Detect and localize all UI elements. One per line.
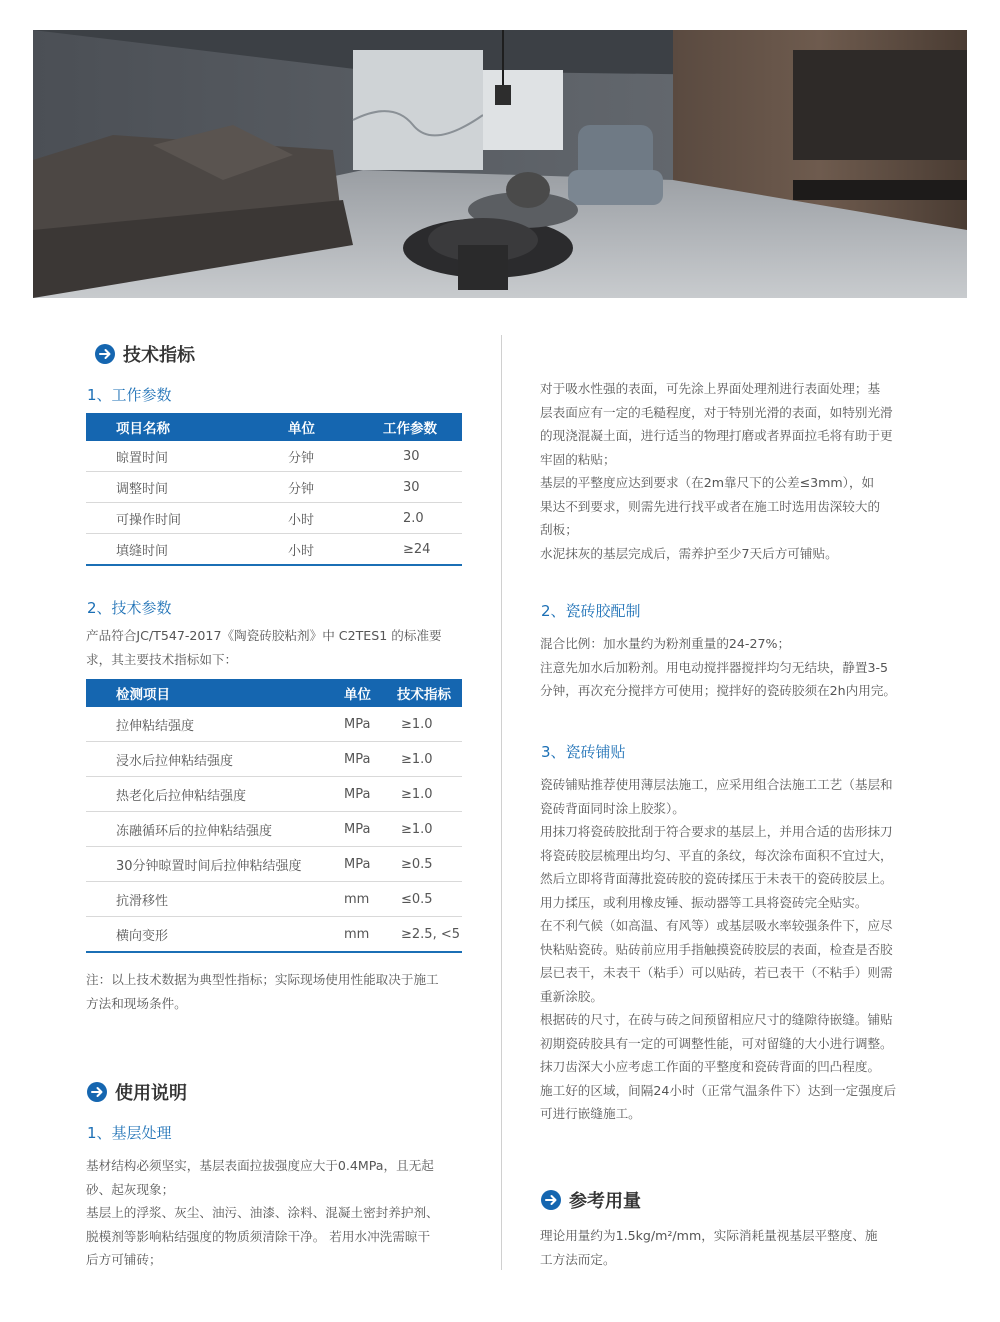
table-cell: 30 <box>383 441 462 472</box>
section-dosage-label: 参考用量 <box>569 1191 641 1212</box>
text-line: 层表面应有一定的毛糙程度，对于特别光滑的表面，如特别光滑 <box>540 404 893 420</box>
table-cell: ≥0.5 <box>397 847 462 882</box>
text-line: 然后立即将背面薄批瓷砖胶的瓷砖揉压于未表干的瓷砖胶层上。 <box>540 871 893 886</box>
header-cell: 检测项目 <box>116 679 344 707</box>
text-line: 抹刀齿深大小应考虑工作面的平整度和瓷砖背面的凹凸程度。 <box>540 1059 881 1074</box>
table-row <box>86 534 462 566</box>
row-spacer <box>86 534 116 566</box>
text-line: 刮板； <box>540 522 578 537</box>
text-line: 瓷砖背面同时涂上胶浆）。 <box>540 800 685 816</box>
base-treatment-title: 1、基层处理 <box>87 1124 172 1142</box>
table-cell: ≥2.5, <5 <box>397 917 462 953</box>
table-cell: MPa <box>344 777 397 812</box>
table-row <box>86 812 462 847</box>
mixing-text <box>540 632 930 703</box>
table-cell: 填缝时间 <box>116 534 288 566</box>
row-spacer <box>86 882 116 917</box>
header-cell: 项目名称 <box>116 413 288 441</box>
section-dosage-title <box>541 1187 641 1213</box>
tech-params-table <box>86 679 462 953</box>
intro-line: 产品符合JC/T547-2017《陶瓷砖胶粘剂》中 C2TES1 的标准要 <box>86 628 442 643</box>
row-spacer <box>86 472 116 503</box>
tech-params-intro <box>86 624 471 671</box>
table-cell: 晾置时间 <box>116 441 288 472</box>
table-row <box>86 472 462 503</box>
table-cell: 浸水后拉伸粘结强度 <box>116 742 344 777</box>
section-usage-title <box>87 1079 187 1105</box>
text-line: 初期瓷砖胶具有一定的可调整性能，可对留缝的大小进行调整。 <box>540 1035 893 1051</box>
text-line: 对于吸水性强的表面，可先涂上界面处理剂进行表面处理；基 <box>540 381 881 396</box>
text-line: 脱模剂等影响粘结强度的物质须清除干净。 若用水冲洗需晾干 <box>86 1228 431 1244</box>
tech-params-note <box>86 968 471 1015</box>
table-row <box>86 707 462 742</box>
table-cell: 小时 <box>288 534 383 566</box>
table-row <box>86 882 462 917</box>
table-cell: ≥1.0 <box>397 742 462 777</box>
header-cell: 单位 <box>344 679 397 707</box>
text-line: 注意先加水后加粉剂。用电动搅拌器搅拌均匀无结块，静置3-5 <box>540 659 889 675</box>
text-line: 将瓷砖胶层梳理出均匀、平直的条纹，每次涂布面积不宜过大， <box>540 847 893 863</box>
text-line: 砂、起灰现象； <box>86 1181 175 1197</box>
text-line: 混合比例：加水量约为粉剂重量的24-27%； <box>540 636 791 651</box>
table-row <box>86 742 462 777</box>
table-cell: 分钟 <box>288 441 383 472</box>
table-cell: 热老化后拉伸粘结强度 <box>116 777 344 812</box>
header-spacer <box>86 679 116 707</box>
row-spacer <box>86 917 116 953</box>
table-row <box>86 503 462 534</box>
row-spacer <box>86 847 116 882</box>
table-cell: MPa <box>344 812 397 847</box>
text-line: 重新涂胶。 <box>540 988 603 1004</box>
arrow-right-circle-icon <box>541 1190 561 1210</box>
text-line: 快粘贴瓷砖。贴砖前应用手指触摸瓷砖胶层的表面，检查是否胶 <box>540 941 893 957</box>
table-cell: ≥24 <box>383 534 462 566</box>
row-spacer <box>86 777 116 812</box>
text-line: 瓷砖铺贴推荐使用薄层法施工，应采用组合法施工工艺（基层和 <box>540 777 893 792</box>
work-params-table <box>86 413 462 566</box>
table-cell: 分钟 <box>288 472 383 503</box>
tiling-text <box>540 773 930 1126</box>
text-line: 果达不到要求，则需先进行找平或者在施工时选用齿深较大的 <box>540 498 881 514</box>
row-spacer <box>86 742 116 777</box>
intro-line: 求，其主要技术指标如下： <box>86 651 238 667</box>
work-params-title: 1、工作参数 <box>87 386 172 404</box>
text-line: 用抹刀将瓷砖胶批刮于符合要求的基层上，并用合适的齿形抹刀 <box>540 824 893 839</box>
text-line: 用力揉压，或利用橡皮锤、振动器等工具将瓷砖完全贴实。 <box>540 894 868 910</box>
row-spacer <box>86 812 116 847</box>
table-cell: MPa <box>344 847 397 882</box>
text-line: 后方可铺砖； <box>86 1252 162 1267</box>
row-spacer <box>86 707 116 742</box>
table-cell: ≥1.0 <box>397 777 462 812</box>
table-cell: MPa <box>344 742 397 777</box>
arrow-right-circle-icon <box>87 1082 107 1102</box>
text-line: 水泥抹灰的基层完成后，需养护至少7天后方可铺贴。 <box>540 545 838 561</box>
header-cell: 单位 <box>288 413 383 441</box>
arrow-right-circle-icon <box>95 344 115 364</box>
table-row <box>86 441 462 472</box>
base-treatment-text <box>86 1154 476 1272</box>
text-line: 在不利气候（如高温、有风等）或基层吸水率较强条件下，应尽 <box>540 918 893 933</box>
text-line: 牢固的粘贴； <box>540 451 616 467</box>
table-cell: mm <box>344 882 397 917</box>
text-line: 基材结构必须坚实，基层表面拉拔强度应大于0.4MPa，且无起 <box>86 1158 434 1173</box>
section-usage-label: 使用说明 <box>115 1083 187 1104</box>
table-cell: 抗滑移性 <box>116 882 344 917</box>
table-cell: ≥1.0 <box>397 707 462 742</box>
table-cell: mm <box>344 917 397 953</box>
tech-params-title: 2、技术参数 <box>87 599 172 617</box>
text-line: 层已表干，未表干（粘手）可以贴砖，若已表干（不粘手）则需 <box>540 965 893 980</box>
table-cell: 横向变形 <box>116 917 344 953</box>
text-line: 的现浇混凝土面，进行适当的物理打磨或者界面拉毛将有助于更 <box>540 428 893 443</box>
table-cell: ≤0.5 <box>397 882 462 917</box>
table-row <box>86 847 462 882</box>
text-line: 工方法而定。 <box>540 1251 616 1267</box>
text-line: 基层上的浮浆、灰尘、油污、油漆、涂料、混凝土密封养护剂、 <box>86 1205 439 1220</box>
text-line: 施工好的区域，间隔24小时（正常气温条件下）达到一定强度后 <box>540 1082 897 1098</box>
text-line: 基层的平整度应达到要求（在2m靠尺下的公差≤3mm），如 <box>540 475 875 490</box>
text-line: 可进行嵌缝施工。 <box>540 1106 641 1121</box>
row-spacer <box>86 503 116 534</box>
table-cell: 可操作时间 <box>116 503 288 534</box>
note-line: 注：以上技术数据为典型性指标；实际现场使用性能取决于施工 <box>86 972 439 987</box>
table-header-row <box>86 413 462 441</box>
note-line: 方法和现场条件。 <box>86 995 187 1011</box>
header-spacer <box>86 413 116 441</box>
table-cell: 2.0 <box>383 503 462 534</box>
tiling-title: 3、瓷砖铺贴 <box>541 743 626 761</box>
column-divider <box>501 335 502 1270</box>
table-cell: ≥1.0 <box>397 812 462 847</box>
table-cell: 30 <box>383 472 462 503</box>
table-cell: 小时 <box>288 503 383 534</box>
mixing-title: 2、瓷砖胶配制 <box>541 602 641 620</box>
row-spacer <box>86 441 116 472</box>
section-tech-title <box>95 341 195 367</box>
hero-image <box>33 30 967 298</box>
table-cell: 30分钟晾置时间后拉伸粘结强度 <box>116 847 344 882</box>
table-cell: 调整时间 <box>116 472 288 503</box>
table-cell: MPa <box>344 707 397 742</box>
section-tech-label: 技术指标 <box>123 345 195 366</box>
dosage-text <box>540 1224 930 1271</box>
header-cell: 技术指标 <box>397 679 462 707</box>
table-row <box>86 777 462 812</box>
text-line: 理论用量约为1.5kg/m²/mm，实际消耗量视基层平整度、施 <box>540 1228 878 1243</box>
table-row <box>86 917 462 953</box>
text-line: 分钟，再次充分搅拌方可使用；搅拌好的瓷砖胶须在2h内用完。 <box>540 683 897 698</box>
header-cell: 工作参数 <box>383 413 462 441</box>
table-cell: 冻融循环后的拉伸粘结强度 <box>116 812 344 847</box>
base-treatment-continued <box>540 377 930 565</box>
table-cell: 拉伸粘结强度 <box>116 707 344 742</box>
text-line: 根据砖的尺寸，在砖与砖之间预留相应尺寸的缝隙待嵌缝。铺贴 <box>540 1012 893 1027</box>
table-header-row <box>86 679 462 707</box>
